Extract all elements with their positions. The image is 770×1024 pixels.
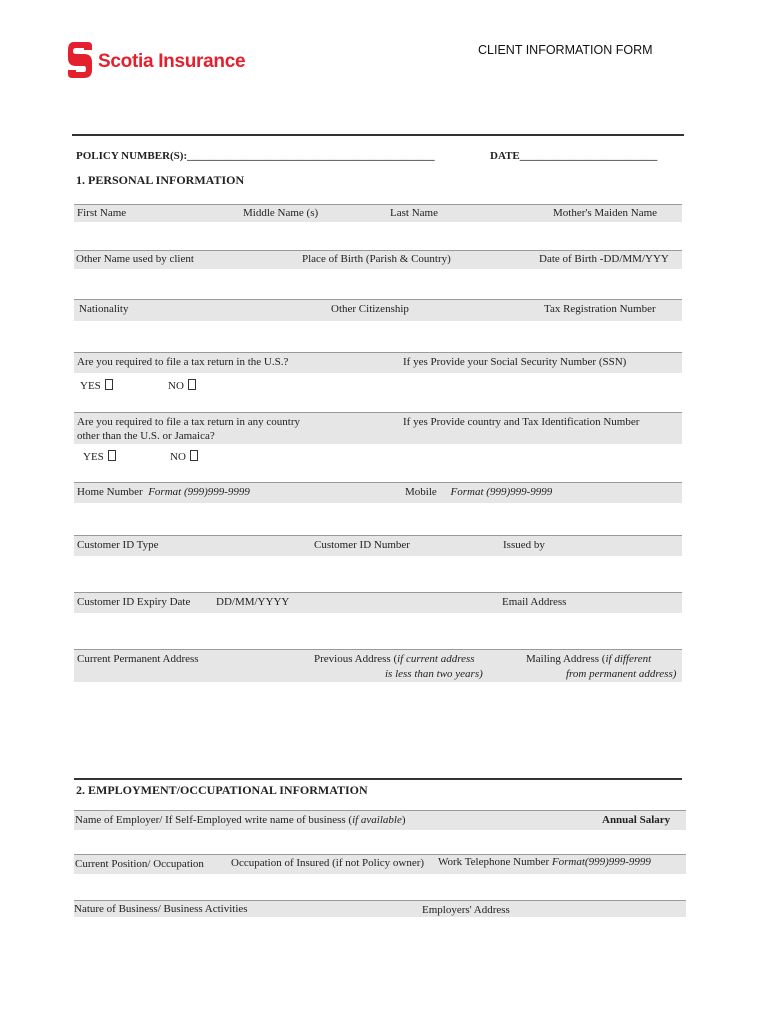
- policy-number-field[interactable]: POLICY NUMBER(S):_____________________________________________: [76, 150, 435, 162]
- last-name-label: Last Name: [390, 207, 438, 219]
- form-title: CLIENT INFORMATION FORM: [478, 43, 653, 57]
- us-tax-yes-checkbox[interactable]: YES: [80, 379, 113, 392]
- ssn-label: If yes Provide your Social Security Number (SSN): [403, 356, 627, 368]
- home-number-label: Home Number Format (999)999-9999: [77, 486, 250, 498]
- middle-name-label: Middle Name (s): [243, 207, 319, 219]
- nationality-label: Nationality: [79, 303, 129, 315]
- other-tax-no-checkbox[interactable]: NO: [170, 450, 198, 463]
- mailing-address-note: from permanent address): [566, 668, 677, 680]
- date-of-birth-label: Date of Birth -DD/MM/YYY: [539, 253, 669, 265]
- brand-name: Scotia Insurance: [98, 51, 246, 72]
- other-citizenship-label: Other Citizenship: [331, 303, 409, 315]
- customer-id-type-label: Customer ID Type: [77, 539, 159, 551]
- mobile-format: Format (999)999-9999: [450, 486, 553, 498]
- place-of-birth-label: Place of Birth (Parish & Country): [302, 253, 451, 265]
- first-name-label: First Name: [77, 207, 127, 219]
- current-address-label: Current Permanent Address: [77, 653, 199, 665]
- home-number-format: Format (999)999-9999: [148, 486, 250, 498]
- scotia-logo: [66, 40, 266, 80]
- maiden-name-label: Mother's Maiden Name: [553, 207, 658, 219]
- occupation-insured-label: Occupation of Insured (if not Policy owner): [231, 857, 425, 869]
- nature-business-label: Nature of Business/ Business Activities: [74, 903, 248, 915]
- position-label: Current Position/ Occupation: [75, 858, 204, 870]
- scotia-s-icon: [66, 40, 94, 80]
- other-name-label: Other Name used by client: [76, 253, 194, 265]
- section-personal-title: 1. PERSONAL INFORMATION: [76, 173, 245, 187]
- other-tax-yes-checkbox[interactable]: YES: [83, 450, 116, 463]
- id-expiry-format: DD/MM/YYYY: [216, 596, 290, 608]
- customer-id-number-label: Customer ID Number: [314, 539, 410, 551]
- previous-address-label: Previous Address (if current address: [314, 653, 475, 665]
- previous-address-note: is less than two years): [385, 668, 483, 680]
- employer-address-label: Employers' Address: [422, 904, 510, 916]
- us-tax-question: Are you required to file a tax return in the U.S.?: [77, 356, 289, 368]
- email-label: Email Address: [502, 596, 567, 608]
- header-divider: [72, 134, 684, 136]
- us-tax-no-checkbox[interactable]: NO: [168, 379, 196, 392]
- date-field[interactable]: DATE_________________________: [490, 150, 658, 162]
- employer-name-label: Name of Employer/ If Self-Employed write name of business (if available): [75, 814, 406, 826]
- id-expiry-label: Customer ID Expiry Date: [77, 596, 191, 608]
- annual-salary-label: Annual Salary: [602, 814, 671, 826]
- tin-label: If yes Provide country and Tax Identification Number: [403, 416, 640, 428]
- other-tax-question-2: other than the U.S. or Jamaica?: [77, 430, 215, 442]
- section-employment-divider: [74, 778, 682, 780]
- mailing-address-label: Mailing Address (if different: [526, 653, 652, 665]
- mobile-label: Mobile Format (999)999-9999: [405, 486, 553, 498]
- work-phone-label: Work Telephone Number Format(999)999-9999: [438, 856, 651, 868]
- other-tax-question-1: Are you required to file a tax return in any country: [77, 416, 300, 428]
- section-employment-title: 2. EMPLOYMENT/OCCUPATIONAL INFORMATION: [76, 783, 368, 797]
- tax-registration-label: Tax Registration Number: [544, 303, 656, 315]
- issued-by-label: Issued by: [503, 539, 545, 551]
